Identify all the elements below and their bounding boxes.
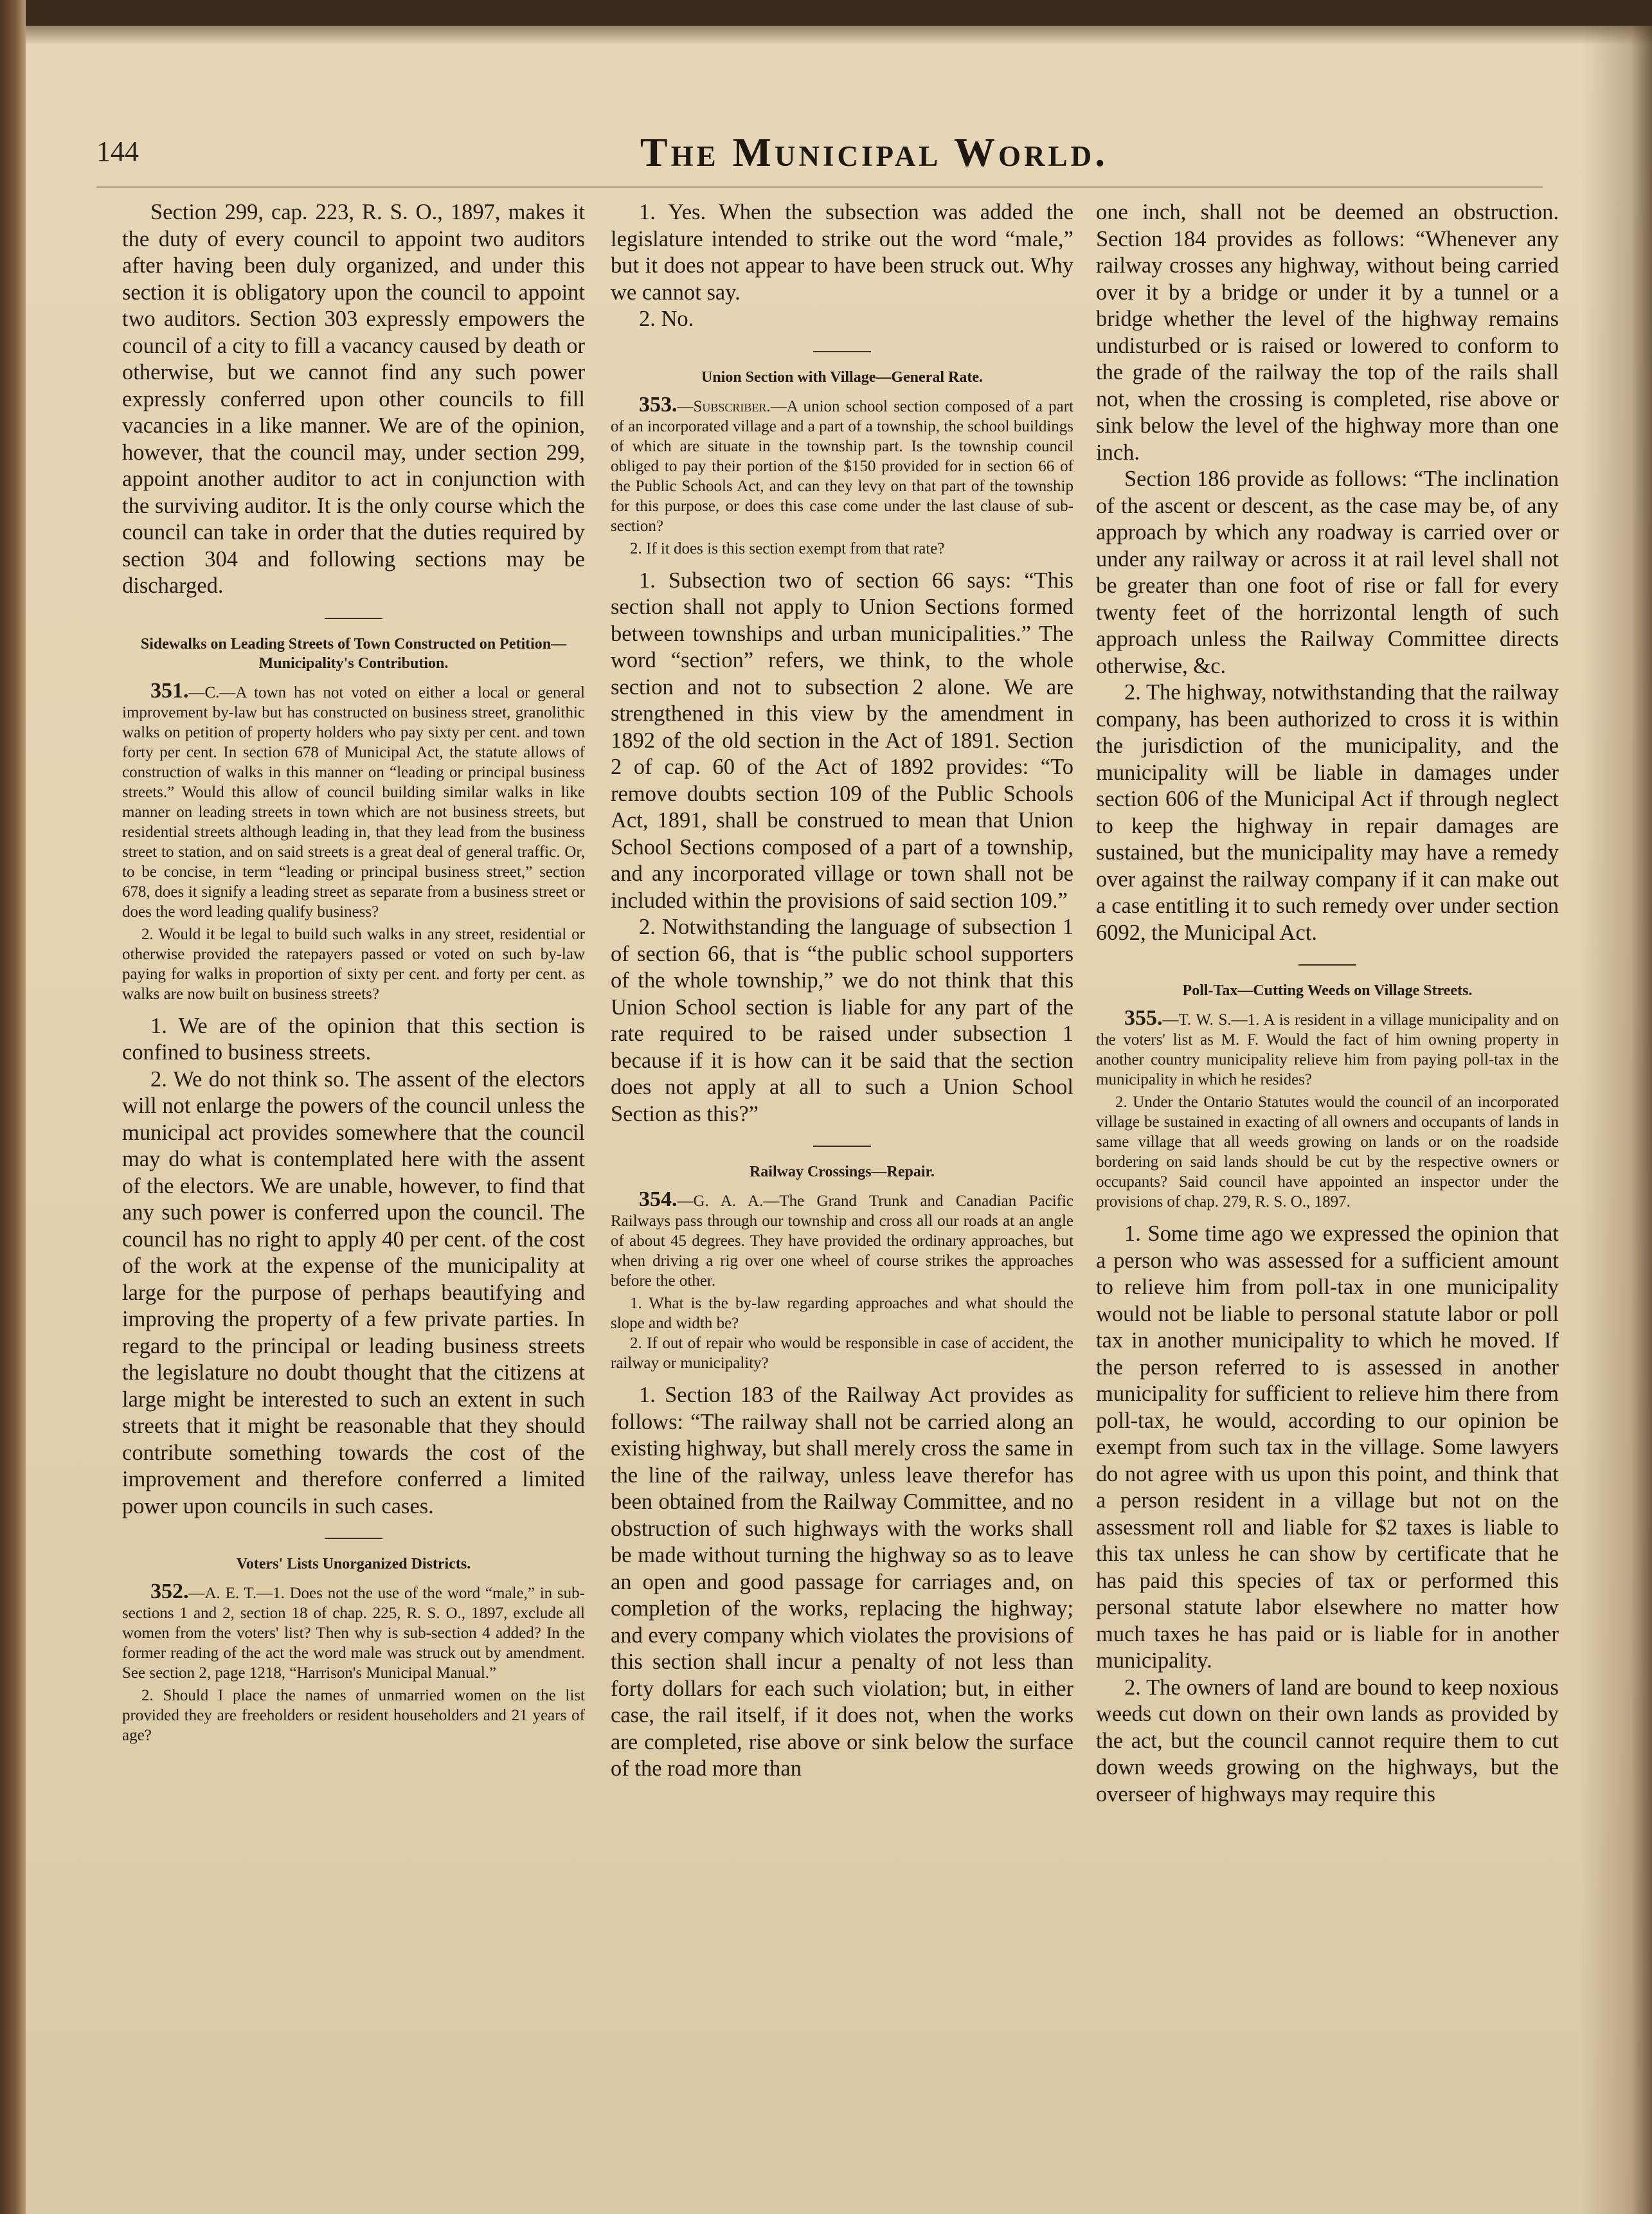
answer-paragraph: 1. Yes. When the subsection was added the legislature intended to strike out the word “male,” but it does not appear to have been struck out. Why we cannot say. — [611, 200, 1073, 305]
masthead-title: The Municipal World. — [640, 129, 1109, 175]
divider — [1298, 964, 1356, 966]
paragraph: Section 186 provide as follows: “The inclination of the ascent or descent, as the case may be, of any approach by which any roadway is carried over or under any railway or across it at rail level shall not be greater than one foot of rise or fall for every twenty feet of the horrizontal length of such approach unless the Railway Committee directs otherwise, &c. — [1096, 467, 1559, 678]
question-number: 351. — [150, 678, 189, 703]
answer-paragraph: 2. The highway, notwithstanding that the railway company, has been authorized to cross it is within the jurisdiction of the municipality, and the municipality will be liable in damages under section 606 of the Municipal Act if through neglect to keep the highway in repair damages are sustained, but the municipality may have a remedy over against the railway company if it can make out a case entitling it to such remedy over under section 6092, the Municipal Act. — [1096, 680, 1559, 945]
question-355 — [1096, 1008, 1559, 1090]
divider — [813, 1146, 871, 1147]
section-heading: Union Section with Village—General Rate. — [701, 368, 983, 386]
question-text: —C.—A town has not voted on either a local or general improvement by-law but has constructed on business street, granolithic walks on petition of property holders who pay sixty per cent. and town forty per cent. In section 678 of Municipal Act, the statute allows of construction of walks in this manner on “leading or principal business streets.” Would this allow of council building similar walks in like manner on leading streets in town which are not business streets, but residential streets although leading in, that they lead from the business street to station, and on said streets is a great deal of general traffic. Or, to be concise, in term “leading or principal business street,” section 678, does it signify a leading street as separate from a business street or does the word leading qualify business? — [122, 683, 585, 921]
answer-paragraph: 2. Notwithstanding the language of subsection 1 of section 66, that is “the public school supporters of the whole township,” we do not think that this Union School section is liable for any part of the rate required to be raised under subsection 1 because if it is how can it be said that the section does not apply at all to such a Union School Section as this?” — [611, 915, 1073, 1126]
question-text: —A. E. T.—1. Does not the use of the word “male,” in sub-sections 1 and 2, section 18 of chap. 225, R. S. O., 1897, exclude all women from the voters' list? Then why is sub-section 4 added? In the former reading of the act the word male was struck out by amendment. See section 2, page 1218, “Harrison's Municipal Manual.” — [122, 1585, 585, 1682]
question-354 — [611, 1189, 1073, 1291]
question-353 — [611, 392, 1073, 536]
divider — [813, 351, 871, 352]
answer-paragraph: 1. Subsection two of section 66 says: “This section shall not apply to Union Sections formed between townships and urban municipalities.” The word “section” refers, we think, to the whole section and not to subsection 2 alone. We are strengthened in this view by the amendment in 1892 of the old section in the Act of 1891. Section 2 of cap. 60 of the Act of 1892 provides: “To remove doubts section 109 of the Public Schools Act, 1891, shall be construed to mean that Union School Sections composed of a part of a township, and any incorporated village or town shall not be included within the provisions of said section 109.” — [611, 568, 1073, 913]
question-part: 2. If it does is this section exempt from that rate? — [630, 539, 945, 557]
book-spine — [0, 0, 26, 2214]
section-heading: Railway Crossings—Repair. — [749, 1164, 935, 1180]
question-351 — [122, 678, 585, 922]
answer-paragraph: 1. We are of the opinion that this section is confined to business streets. — [122, 1013, 585, 1065]
section-heading: Sidewalks on Leading Streets of Town Constructed on Petition—Municipality's Contribution. — [140, 635, 567, 672]
paragraph: Section 299, cap. 223, R. S. O., 1897, makes it the duty of every council to appoint two auditors after having been duly organized, and under this section it is obligatory upon the council to appoint two auditors. Section 303 expressly empowers the council of a city to fill a vacancy caused by death or otherwise, but we cannot find any such power expressly conferred upon other councils to fill vacancies in a like manner. We are of the opinion, however, that the council may, under section 299, appoint another auditor to act in conjunction with the surviving auditor. It is the only course which the council can take in order that the duties required by section 304 and following sections may be discharged. — [122, 200, 585, 598]
answer-paragraph: 1. Section 183 of the Railway Act provides as follows: “The railway shall not be carried along an existing highway, but shall merely cross the same in the line of the railway, unless leave therefor has been obtained from the Railway Committee, and no obstruction of such highways with the works shall be made without turning the highway so as to leave an open and good passage for carriages and, on completion of the works, replacing the highway; and every company which violates the provisions of this section shall incur a penalty of not less than forty dollars for each such violation; but, in either case, the rail itself, if it does not, when the works are completed, rise above or sink below the surface of the road more than — [611, 1383, 1073, 1781]
column-3 — [1096, 199, 1559, 2166]
question-part: 1. What is the by-law regarding approaches and what should the slope and width be? — [611, 1295, 1073, 1332]
divider — [325, 618, 382, 619]
paragraph: one inch, shall not be deemed an obstruction. Section 184 provides as follows: “Whenever any railway crosses any highway, without being carried over it by a bridge or under it by a tunnel or a bridge whether the level of the highway remains undisturbed or is raised or lowered to conform to the grade of the railway the top of the rails shall not, when the crossing is completed, rise above or sink below the level of the highway more than one inch. — [1096, 200, 1559, 465]
section-heading: Poll-Tax—Cutting Weeds on Village Streets. — [1182, 982, 1473, 999]
question-number: 354. — [639, 1187, 678, 1211]
column-2 — [611, 199, 1073, 2166]
question-number: 355. — [1124, 1006, 1163, 1030]
page-number: 144 — [96, 136, 139, 167]
answer-paragraph: 2. We do not think so. The assent of the electors will not enlarge the powers of the council unless the municipal act provides somewhere that the council may do what is contemplated here with the assent of the electors. We are unable, however, to find that any such power is conferred upon the council. The council has no right to apply 40 per cent. of the cost of the work at the expense of the municipality at large for the purpose of perhaps beautifying and improving the property of a few private parties. In regard to the principal or leading business streets the legislature no doubt thought that the citizens at large might be interested to such an extent in such streets that it might be reasonable that they should contribute something towards the cost of the improvement and therefore conferred a limited power upon councils in such cases. — [122, 1066, 585, 1518]
question-number: 353. — [639, 392, 678, 417]
question-text: —G. A. A.—The Grand Trunk and Canadian Pacific Railways pass through our township and cross all our roads at an angle of about 45 degrees. They have provided the ordinary approaches, but when driving a rig over one wheel of course strikes the approaches before the other. — [611, 1192, 1073, 1290]
divider — [325, 1538, 382, 1539]
question-number: 352. — [150, 1580, 189, 1603]
question-352 — [122, 1581, 585, 1683]
answer-paragraph: 2. No. — [639, 307, 694, 331]
page-edge-shadow — [1581, 26, 1652, 2214]
question-text: —A union school section composed of a part of an incorporated village and a part of a township, the school buildings of which are situate in the township part. Is the township council obliged to pay their portion of the $150 provided for in section 66 of the Public Schools Act, and can they levy on that part of the township for this purpose, or does this case come under the last clause of sub-section? — [611, 397, 1073, 535]
answer-paragraph: 2. The owners of land are bound to keep noxious weeds cut down on their own lands as provided by the act, but the council cannot require them to cut down weeds growing on the highways, but the overseer of highways may require this — [1096, 1675, 1559, 1806]
question-author: —Subscriber. — [677, 397, 771, 415]
answer-paragraph: 1. Some time ago we expressed the opinion that a person who was assessed for a sufficient amount to relieve him from poll-tax in one municipality would not be liable to personal statute labor or poll tax in another municipality to which he moved. If the person referred to is assessed in another municipality for sufficient to relieve him there from poll-tax, he would, according to our opinion be exempt from such tax in the village. Some lawyers do not agree with us upon this point, and think that a person resident in a village but not on the assessment roll and liable for $2 taxes is liable to this tax unless he can show by certificate that he has paid this species of tax or performed this personal statute labor elsewhere no matter how much taxes he has paid or is liable for in another municipality. — [1096, 1221, 1559, 1673]
question-part: 2. Would it be legal to build such walks in any street, residential or otherwise provided the ratepayers passed or voted on such by-law paying for walks in proportion of sixty per cent. and forty per cent. as walks are now built on business streets? — [122, 925, 585, 1003]
question-text: —T. W. S.—1. A is resident in a village municipality and on the voters' list as M. F. Would the fact of him owning property in another country municipality relieve him from paying poll-tax in the municipality in which he resides? — [1096, 1011, 1559, 1088]
question-part: 2. Should I place the names of unmarried women on the list provided they are freeholders or resident householders and 21 years of age? — [122, 1687, 585, 1744]
section-heading: Voters' Lists Unorganized Districts. — [236, 1556, 471, 1572]
page-top-shadow — [26, 26, 1652, 45]
column-1 — [122, 199, 585, 2166]
header-rule — [96, 186, 1543, 188]
question-part: 2. Under the Ontario Statutes would the council of an incorporated village be sustained in exacting of all owners and occupants of lands in same village that all weeds growing on lands or on the roadside bordering on said lands should be cut by the respective owners or occupants? Said council have appointed an inspector under the provisions of chap. 279, R. S. O., 1897. — [1096, 1094, 1559, 1210]
question-part: 2. If out of repair who would be responsible in case of accident, the railway or municipality? — [611, 1335, 1073, 1372]
page-header — [96, 129, 1543, 180]
